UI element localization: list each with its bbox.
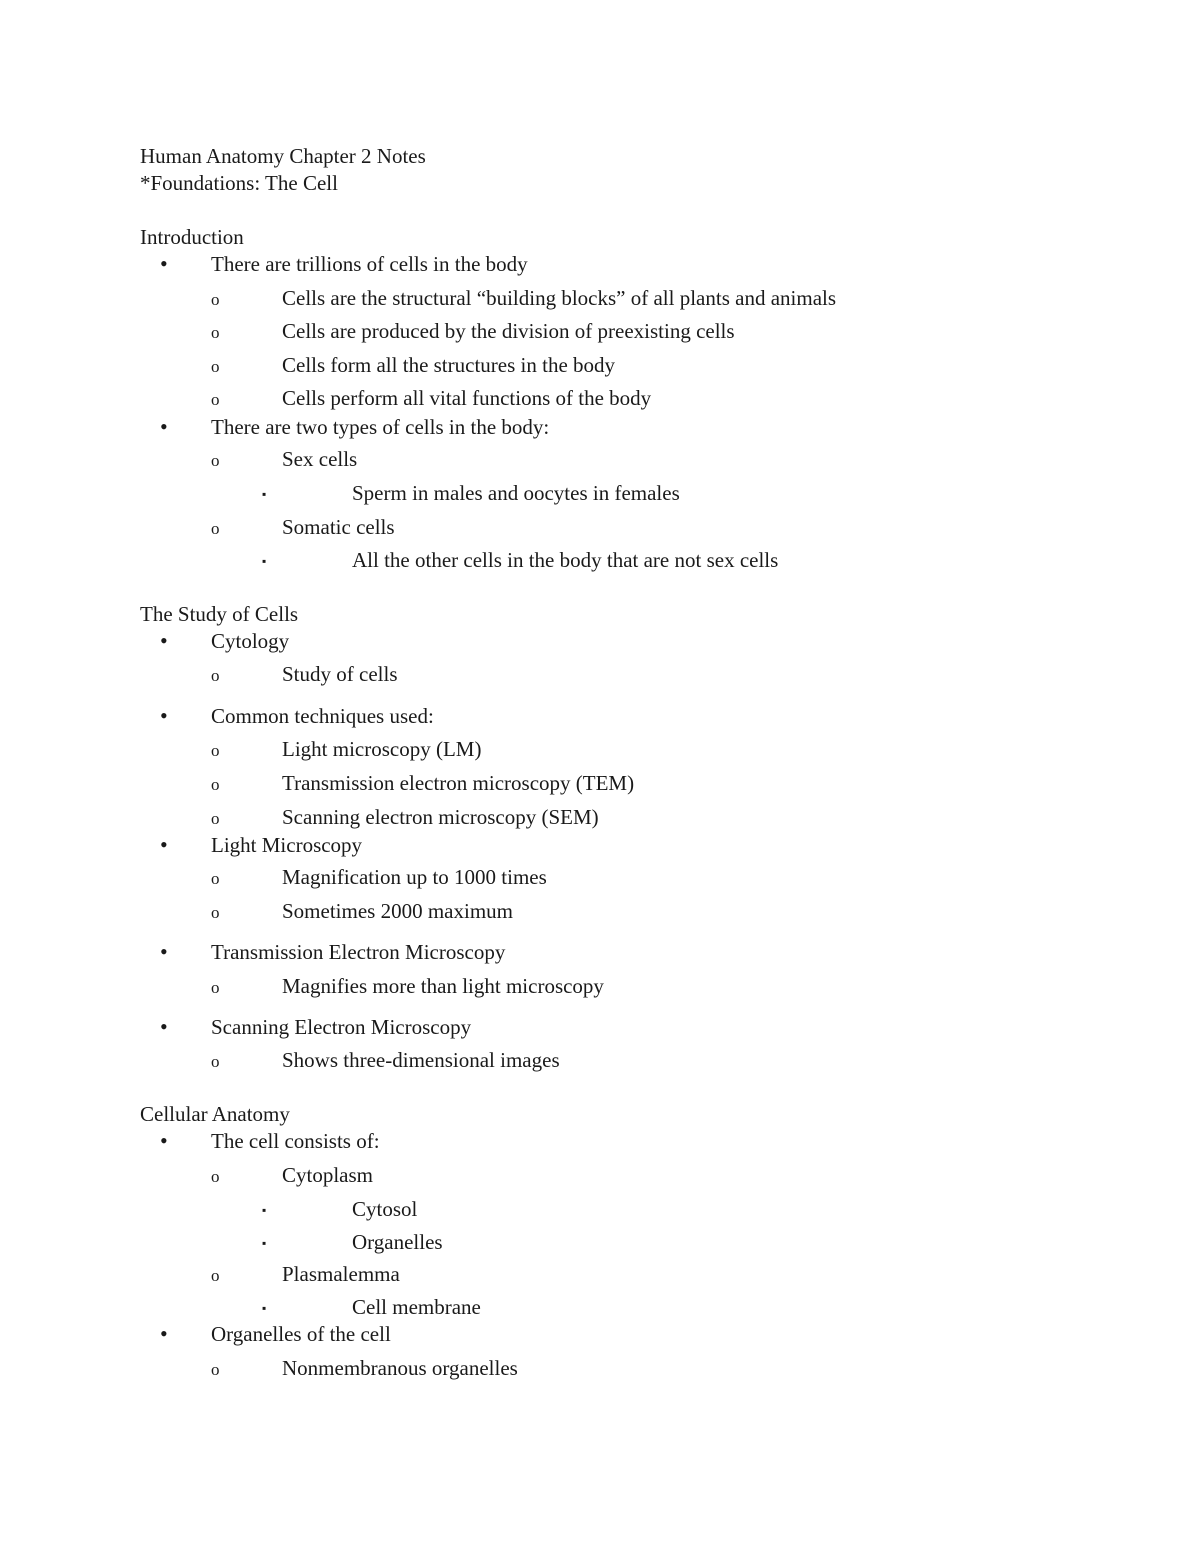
list-item-text: Transmission Electron Microscopy [211,940,506,964]
bullet-marker-level-2: o [211,451,220,470]
list-item-text: Cytosol [352,1197,418,1221]
list-item-level-1 [0,703,1200,729]
document-subtitle: *Foundations: The Cell [140,171,338,195]
section-heading: Cellular Anatomy [140,1102,290,1126]
bullet-marker-level-1: • [160,251,168,276]
bullet-marker-level-2: o [211,1052,220,1071]
list-item-text: Light microscopy (LM) [282,737,482,761]
list-item-text: Cell membrane [352,1295,481,1319]
list-item-level-1 [0,1321,1200,1347]
list-item-text: Study of cells [282,662,398,686]
list-item-text: Nonmembranous organelles [282,1356,518,1380]
list-item-text: Cytoplasm [282,1163,374,1187]
list-item-text: Shows three-dimensional images [282,1048,560,1072]
bullet-marker-level-3: ▪ [262,1301,267,1315]
bullet-marker-level-2: o [211,1266,220,1285]
bullet-marker-level-1: • [160,1128,168,1153]
bullet-marker-level-3: ▪ [262,487,267,501]
list-item-level-3 [0,1229,1200,1255]
list-item-level-2 [0,804,1200,830]
document-title: Human Anatomy Chapter 2 Notes [140,144,426,168]
bullet-marker-level-2: o [211,323,220,342]
list-item-text: Cytology [211,629,290,653]
list-item-level-2 [0,352,1200,378]
list-item-text: There are trillions of cells in the body [211,252,528,276]
list-item-level-2 [0,285,1200,311]
list-item-level-3 [0,1294,1200,1320]
list-item-text: Cells are the structural “building blocks” of all plants and animals [282,286,837,310]
bullet-marker-level-2: o [211,290,220,309]
section-heading: Introduction [140,225,244,249]
bullet-marker-level-3: ▪ [262,1236,267,1250]
list-item-text: Common techniques used: [211,704,434,728]
list-item-level-2 [0,1162,1200,1188]
bullet-marker-level-3: ▪ [262,1203,267,1217]
list-item-text: Light Microscopy [211,833,363,857]
list-item-level-1 [0,414,1200,440]
bullet-marker-level-2: o [211,390,220,409]
bullet-marker-level-2: o [211,1360,220,1379]
list-item-level-2 [0,318,1200,344]
bullet-marker-level-2: o [211,903,220,922]
list-item-level-1 [0,628,1200,654]
section-heading: The Study of Cells [140,602,299,626]
list-item-level-2 [0,898,1200,924]
list-item-text: Sperm in males and oocytes in females [352,481,680,505]
list-item-text: Magnifies more than light microscopy [282,974,604,998]
list-item-level-1 [0,939,1200,965]
bullet-marker-level-2: o [211,809,220,828]
list-item-level-3 [0,547,1200,573]
list-item-text: Organelles of the cell [211,1322,391,1346]
list-item-level-1 [0,1128,1200,1154]
bullet-marker-level-1: • [160,939,168,964]
list-item-text: Magnification up to 1000 times [282,865,547,889]
list-item-level-2 [0,864,1200,890]
bullet-marker-level-1: • [160,628,168,653]
list-item-level-3 [0,1196,1200,1222]
list-item-level-2 [0,446,1200,472]
list-item-level-2 [0,770,1200,796]
list-item-level-1 [0,251,1200,277]
list-item-level-2 [0,973,1200,999]
list-item-text: Transmission electron microscopy (TEM) [282,771,635,795]
list-item-level-2 [0,1261,1200,1287]
bullet-marker-level-2: o [211,869,220,888]
bullet-marker-level-1: • [160,1321,168,1346]
list-item-level-2 [0,514,1200,540]
list-item-level-2 [0,661,1200,687]
bullet-marker-level-2: o [211,978,220,997]
bullet-marker-level-2: o [211,519,220,538]
list-item-level-1 [0,1014,1200,1040]
list-item-text: The cell consists of: [211,1129,380,1153]
list-item-level-2 [0,1047,1200,1073]
list-item-level-3 [0,480,1200,506]
list-item-text: Organelles [352,1230,443,1254]
bullet-marker-level-3: ▪ [262,554,267,568]
bullet-marker-level-2: o [211,741,220,760]
bullet-marker-level-1: • [160,832,168,857]
list-item-level-2 [0,736,1200,762]
list-item-text: There are two types of cells in the body: [211,415,550,439]
bullet-marker-level-1: • [160,703,168,728]
list-item-level-2 [0,1355,1200,1381]
list-item-text: Scanning Electron Microscopy [211,1015,472,1039]
bullet-marker-level-2: o [211,666,220,685]
list-item-text: Somatic cells [282,515,395,539]
bullet-marker-level-2: o [211,1167,220,1186]
bullet-marker-level-1: • [160,1014,168,1039]
list-item-text: Cells are produced by the division of preexisting cells [282,319,735,343]
list-item-level-2 [0,385,1200,411]
list-item-text: Cells perform all vital functions of the body [282,386,652,410]
list-item-text: All the other cells in the body that are not sex cells [352,548,779,572]
list-item-text: Scanning electron microscopy (SEM) [282,805,599,829]
list-item-level-1 [0,832,1200,858]
list-item-text: Sometimes 2000 maximum [282,899,513,923]
bullet-marker-level-1: • [160,414,168,439]
list-item-text: Cells form all the structures in the body [282,353,616,377]
bullet-marker-level-2: o [211,775,220,794]
list-item-text: Plasmalemma [282,1262,400,1286]
bullet-marker-level-2: o [211,357,220,376]
list-item-text: Sex cells [282,447,358,471]
